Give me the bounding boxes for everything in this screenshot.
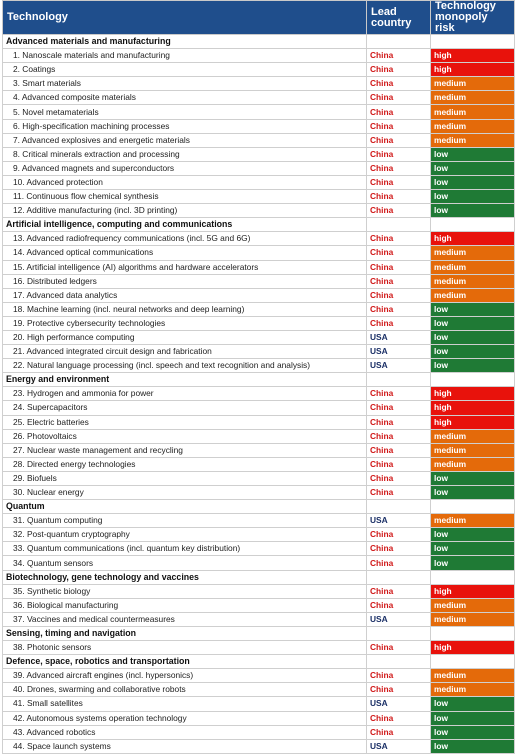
monopoly-risk-badge: low bbox=[431, 528, 515, 542]
technology-name: 17. Advanced data analytics bbox=[3, 288, 367, 302]
table-row bbox=[3, 429, 515, 443]
monopoly-risk-badge: high bbox=[431, 232, 515, 246]
monopoly-risk-badge: medium bbox=[431, 429, 515, 443]
table-row bbox=[3, 260, 515, 274]
lead-country: China bbox=[367, 204, 431, 218]
lead-country: China bbox=[367, 260, 431, 274]
technology-name: 35. Synthetic biology bbox=[3, 584, 367, 598]
table-row bbox=[3, 387, 515, 401]
technology-name: 38. Photonic sensors bbox=[3, 641, 367, 655]
monopoly-risk-badge: low bbox=[431, 316, 515, 330]
monopoly-risk-badge: medium bbox=[431, 260, 515, 274]
monopoly-risk-badge: medium bbox=[431, 669, 515, 683]
monopoly-risk-badge: low bbox=[431, 739, 515, 753]
header-lead-country: Lead country bbox=[367, 1, 431, 35]
section-empty-cell bbox=[367, 570, 431, 584]
section-row bbox=[3, 373, 515, 387]
monopoly-risk-badge: low bbox=[431, 204, 515, 218]
technology-name: 20. High performance computing bbox=[3, 330, 367, 344]
technology-name: 2. Coatings bbox=[3, 63, 367, 77]
table-row bbox=[3, 91, 515, 105]
technology-name: 36. Biological manufacturing bbox=[3, 598, 367, 612]
lead-country: China bbox=[367, 63, 431, 77]
monopoly-risk-badge: medium bbox=[431, 77, 515, 91]
lead-country: China bbox=[367, 711, 431, 725]
technology-name: 25. Electric batteries bbox=[3, 415, 367, 429]
technology-name: 7. Advanced explosives and energetic materials bbox=[3, 133, 367, 147]
section-title: Artificial intelligence, computing and communications bbox=[3, 218, 367, 232]
section-title: Energy and environment bbox=[3, 373, 367, 387]
lead-country: China bbox=[367, 584, 431, 598]
monopoly-risk-badge: low bbox=[431, 725, 515, 739]
monopoly-risk-badge: low bbox=[431, 161, 515, 175]
table-row bbox=[3, 63, 515, 77]
monopoly-risk-badge: low bbox=[431, 359, 515, 373]
section-empty-cell bbox=[431, 373, 515, 387]
table-row bbox=[3, 246, 515, 260]
technology-name: 39. Advanced aircraft engines (incl. hypersonics) bbox=[3, 669, 367, 683]
section-empty-cell bbox=[431, 218, 515, 232]
monopoly-risk-badge: low bbox=[431, 486, 515, 500]
header-monopoly-risk: Technology monopoly risk bbox=[431, 1, 515, 35]
section-empty-cell bbox=[431, 655, 515, 669]
lead-country: China bbox=[367, 133, 431, 147]
table-row bbox=[3, 697, 515, 711]
table-row bbox=[3, 471, 515, 485]
lead-country: China bbox=[367, 598, 431, 612]
lead-country: USA bbox=[367, 330, 431, 344]
section-row bbox=[3, 626, 515, 640]
technology-name: 6. High-specification machining processes bbox=[3, 119, 367, 133]
table-row bbox=[3, 274, 515, 288]
monopoly-risk-badge: medium bbox=[431, 105, 515, 119]
section-empty-cell bbox=[431, 35, 515, 49]
section-row bbox=[3, 655, 515, 669]
table-body bbox=[3, 35, 515, 754]
lead-country: USA bbox=[367, 612, 431, 626]
monopoly-risk-badge: high bbox=[431, 641, 515, 655]
technology-name: 9. Advanced magnets and superconductors bbox=[3, 161, 367, 175]
lead-country: China bbox=[367, 77, 431, 91]
technology-name: 24. Supercapacitors bbox=[3, 401, 367, 415]
table-row bbox=[3, 161, 515, 175]
monopoly-risk-badge: high bbox=[431, 49, 515, 63]
lead-country: China bbox=[367, 119, 431, 133]
monopoly-risk-badge: high bbox=[431, 63, 515, 77]
section-empty-cell bbox=[431, 626, 515, 640]
technology-name: 29. Biofuels bbox=[3, 471, 367, 485]
table-row bbox=[3, 612, 515, 626]
lead-country: China bbox=[367, 401, 431, 415]
table-row bbox=[3, 486, 515, 500]
table-row bbox=[3, 359, 515, 373]
lead-country: China bbox=[367, 91, 431, 105]
monopoly-risk-badge: medium bbox=[431, 598, 515, 612]
monopoly-risk-badge: low bbox=[431, 330, 515, 344]
table-row bbox=[3, 232, 515, 246]
table-row bbox=[3, 204, 515, 218]
technology-name: 31. Quantum computing bbox=[3, 514, 367, 528]
table-row bbox=[3, 556, 515, 570]
lead-country: USA bbox=[367, 697, 431, 711]
technology-name: 5. Novel metamaterials bbox=[3, 105, 367, 119]
lead-country: China bbox=[367, 246, 431, 260]
technology-name: 32. Post-quantum cryptography bbox=[3, 528, 367, 542]
table-row bbox=[3, 443, 515, 457]
lead-country: China bbox=[367, 471, 431, 485]
lead-country: China bbox=[367, 302, 431, 316]
technology-name: 40. Drones, swarming and collaborative robots bbox=[3, 683, 367, 697]
lead-country: China bbox=[367, 683, 431, 697]
lead-country: China bbox=[367, 147, 431, 161]
monopoly-risk-badge: medium bbox=[431, 457, 515, 471]
lead-country: USA bbox=[367, 359, 431, 373]
table-row bbox=[3, 190, 515, 204]
lead-country: China bbox=[367, 725, 431, 739]
table-row bbox=[3, 528, 515, 542]
section-title: Biotechnology, gene technology and vaccines bbox=[3, 570, 367, 584]
table-row bbox=[3, 330, 515, 344]
monopoly-risk-badge: low bbox=[431, 175, 515, 189]
lead-country: China bbox=[367, 274, 431, 288]
technology-name: 19. Protective cybersecurity technologies bbox=[3, 316, 367, 330]
technology-name: 23. Hydrogen and ammonia for power bbox=[3, 387, 367, 401]
table-row bbox=[3, 415, 515, 429]
monopoly-risk-badge: medium bbox=[431, 612, 515, 626]
table-row bbox=[3, 49, 515, 63]
technology-name: 22. Natural language processing (incl. speech and text recognition and analysis) bbox=[3, 359, 367, 373]
header-row bbox=[3, 1, 515, 35]
monopoly-risk-badge: medium bbox=[431, 91, 515, 105]
technology-name: 1. Nanoscale materials and manufacturing bbox=[3, 49, 367, 63]
section-row bbox=[3, 500, 515, 514]
technology-name: 3. Smart materials bbox=[3, 77, 367, 91]
table-row bbox=[3, 725, 515, 739]
technology-name: 30. Nuclear energy bbox=[3, 486, 367, 500]
monopoly-risk-badge: medium bbox=[431, 683, 515, 697]
lead-country: China bbox=[367, 190, 431, 204]
table-row bbox=[3, 119, 515, 133]
lead-country: China bbox=[367, 669, 431, 683]
monopoly-risk-badge: low bbox=[431, 542, 515, 556]
monopoly-risk-badge: low bbox=[431, 147, 515, 161]
technology-name: 11. Continuous flow chemical synthesis bbox=[3, 190, 367, 204]
monopoly-risk-badge: medium bbox=[431, 119, 515, 133]
technology-name: 27. Nuclear waste management and recycling bbox=[3, 443, 367, 457]
section-row bbox=[3, 218, 515, 232]
technology-name: 42. Autonomous systems operation technology bbox=[3, 711, 367, 725]
technology-name: 10. Advanced protection bbox=[3, 175, 367, 189]
technology-name: 14. Advanced optical communications bbox=[3, 246, 367, 260]
monopoly-risk-badge: medium bbox=[431, 514, 515, 528]
header-technology: Technology bbox=[3, 1, 367, 35]
monopoly-risk-badge: medium bbox=[431, 274, 515, 288]
table-row bbox=[3, 147, 515, 161]
lead-country: China bbox=[367, 49, 431, 63]
section-empty-cell bbox=[367, 626, 431, 640]
table-row bbox=[3, 457, 515, 471]
table-row bbox=[3, 683, 515, 697]
lead-country: China bbox=[367, 457, 431, 471]
monopoly-risk-badge: high bbox=[431, 387, 515, 401]
lead-country: China bbox=[367, 556, 431, 570]
section-empty-cell bbox=[367, 218, 431, 232]
section-empty-cell bbox=[431, 570, 515, 584]
lead-country: USA bbox=[367, 514, 431, 528]
technology-name: 41. Small satellites bbox=[3, 697, 367, 711]
section-empty-cell bbox=[367, 500, 431, 514]
lead-country: China bbox=[367, 415, 431, 429]
lead-country: China bbox=[367, 387, 431, 401]
lead-country: China bbox=[367, 161, 431, 175]
monopoly-risk-badge: high bbox=[431, 584, 515, 598]
technology-name: 33. Quantum communications (incl. quantum key distribution) bbox=[3, 542, 367, 556]
technology-name: 44. Space launch systems bbox=[3, 739, 367, 753]
technology-name: 28. Directed energy technologies bbox=[3, 457, 367, 471]
monopoly-risk-badge: medium bbox=[431, 246, 515, 260]
table-row bbox=[3, 584, 515, 598]
table-row bbox=[3, 711, 515, 725]
technology-name: 15. Artificial intelligence (AI) algorithms and hardware accelerators bbox=[3, 260, 367, 274]
table-row bbox=[3, 401, 515, 415]
monopoly-risk-badge: high bbox=[431, 415, 515, 429]
monopoly-risk-badge: high bbox=[431, 401, 515, 415]
table-row bbox=[3, 316, 515, 330]
lead-country: China bbox=[367, 542, 431, 556]
technology-name: 13. Advanced radiofrequency communications (incl. 5G and 6G) bbox=[3, 232, 367, 246]
table-row bbox=[3, 598, 515, 612]
monopoly-risk-badge: low bbox=[431, 697, 515, 711]
table-row bbox=[3, 77, 515, 91]
table-row bbox=[3, 288, 515, 302]
monopoly-risk-badge: medium bbox=[431, 288, 515, 302]
section-title: Advanced materials and manufacturing bbox=[3, 35, 367, 49]
monopoly-risk-badge: low bbox=[431, 190, 515, 204]
section-title: Defence, space, robotics and transportation bbox=[3, 655, 367, 669]
table-row bbox=[3, 175, 515, 189]
technology-name: 21. Advanced integrated circuit design and fabrication bbox=[3, 345, 367, 359]
technology-name: 4. Advanced composite materials bbox=[3, 91, 367, 105]
lead-country: China bbox=[367, 429, 431, 443]
technology-name: 37. Vaccines and medical countermeasures bbox=[3, 612, 367, 626]
technology-name: 34. Quantum sensors bbox=[3, 556, 367, 570]
section-row bbox=[3, 570, 515, 584]
lead-country: USA bbox=[367, 345, 431, 359]
monopoly-risk-badge: low bbox=[431, 556, 515, 570]
lead-country: China bbox=[367, 175, 431, 189]
table-row bbox=[3, 641, 515, 655]
lead-country: China bbox=[367, 316, 431, 330]
table-row bbox=[3, 105, 515, 119]
lead-country: China bbox=[367, 232, 431, 246]
monopoly-risk-badge: low bbox=[431, 711, 515, 725]
section-empty-cell bbox=[367, 35, 431, 49]
section-row bbox=[3, 35, 515, 49]
table-row bbox=[3, 514, 515, 528]
table-row bbox=[3, 542, 515, 556]
lead-country: China bbox=[367, 641, 431, 655]
section-title: Quantum bbox=[3, 500, 367, 514]
technology-name: 16. Distributed ledgers bbox=[3, 274, 367, 288]
technology-name: 43. Advanced robotics bbox=[3, 725, 367, 739]
lead-country: USA bbox=[367, 739, 431, 753]
table-row bbox=[3, 345, 515, 359]
technology-name: 26. Photovoltaics bbox=[3, 429, 367, 443]
table-row bbox=[3, 669, 515, 683]
monopoly-risk-badge: low bbox=[431, 471, 515, 485]
table-row bbox=[3, 133, 515, 147]
lead-country: China bbox=[367, 105, 431, 119]
lead-country: China bbox=[367, 528, 431, 542]
monopoly-risk-badge: medium bbox=[431, 443, 515, 457]
technology-name: 8. Critical minerals extraction and processing bbox=[3, 147, 367, 161]
table-row bbox=[3, 302, 515, 316]
lead-country: China bbox=[367, 288, 431, 302]
technology-table bbox=[2, 0, 515, 754]
section-empty-cell bbox=[367, 655, 431, 669]
section-empty-cell bbox=[431, 500, 515, 514]
technology-name: 12. Additive manufacturing (incl. 3D printing) bbox=[3, 204, 367, 218]
monopoly-risk-badge: low bbox=[431, 302, 515, 316]
table-row bbox=[3, 739, 515, 753]
monopoly-risk-badge: low bbox=[431, 345, 515, 359]
monopoly-risk-badge: medium bbox=[431, 133, 515, 147]
section-empty-cell bbox=[367, 373, 431, 387]
technology-name: 18. Machine learning (incl. neural networks and deep learning) bbox=[3, 302, 367, 316]
lead-country: China bbox=[367, 443, 431, 457]
section-title: Sensing, timing and navigation bbox=[3, 626, 367, 640]
lead-country: China bbox=[367, 486, 431, 500]
